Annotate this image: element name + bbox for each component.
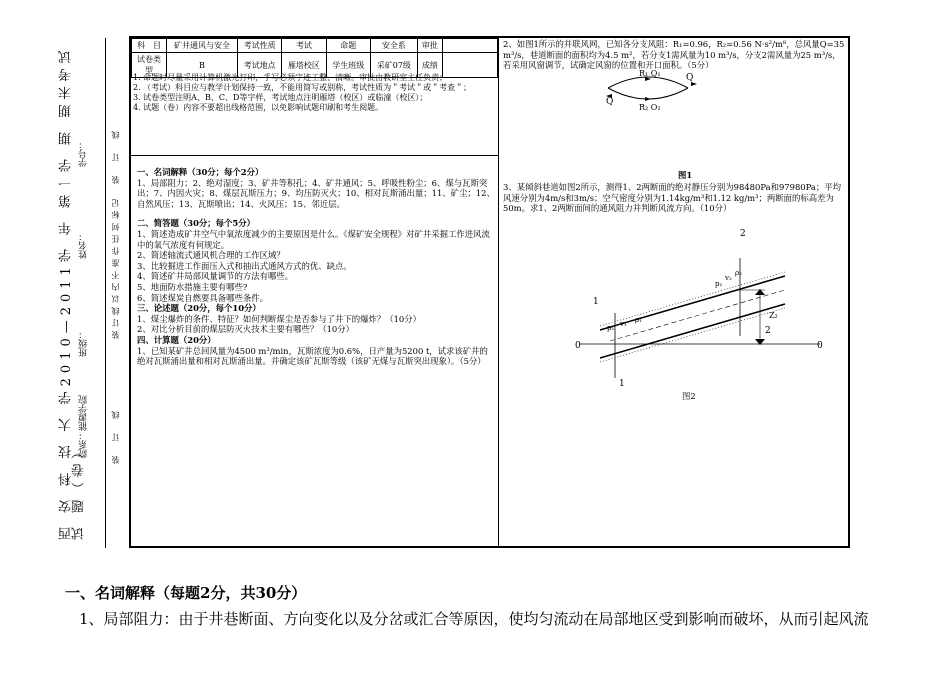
answer-section-title: 一、名词解释（每题2分，共30分） [65,584,307,602]
section2-title: 二、简答题（30分；每个5分） [137,218,255,229]
section2-item: 2、简述轴流式通风机合理的工作区域？ [137,250,285,261]
fig2-rho1: ρ₁ [635,316,642,324]
note-item: 1. 命题时尽量采用计算机激光打印，手写必须字迹工整、清晰。审批由教研室主任负责； [133,73,448,82]
hdr-score-label: 成绩 [417,53,442,78]
answer-section [65,580,945,632]
header-table [131,38,498,78]
hdr-location-label: 考试地点 [238,53,282,78]
fig2-section2-top: 2 [740,229,746,239]
question-2: 2、如图1所示的并联风网，已知各分支风阻：R₁=0.96，R₂=0.56 N·s²/m⁸，总风量Q=35 m³/s，巷道断面的面积均为4.5 m²，若分支1需风量为10 m³/s，分支2需风量为25 m³/s，若采用风窗调节，试确定风窗的位置和开口面积。（5分） [503,39,845,71]
answer-text: 1、局部阻力：由于井巷断面、方向变化以及分岔或汇合等原因，使均匀流动在局部地区受到影响而破坏，从而引起风流 [79,610,869,628]
section3-title: 三、论述题（20分，每个10分） [137,303,261,314]
note-item: 4. 试题（卷）内容不要超出线格范围，以免影响试题印刷和考生阅题。 [133,103,384,112]
fig2-section1-bottom: 1 [619,379,625,389]
section2-item: 4、简述矿井局部风量调节的方法有哪些。 [137,271,294,282]
binding-line-1 [105,38,106,548]
fig2-rho2: ρ₂ [735,269,742,277]
hdr-author: 安全系 [370,39,417,53]
binding-text-3: 装 订 线 [111,405,120,465]
hdr-location: 雁塔校区 [282,53,326,78]
note-item: 3. 试卷类型注明A、B、C、D等字样，考试地点注明雁塔（校区）或临潼（校区）； [133,93,428,102]
section2-item: 5、地面防水措施主要有哪些? [137,281,248,292]
class-field: 班级： [79,330,89,357]
student-id-field: 学号： [79,140,89,167]
section4-text: 1、已知某矿井总回风量为4500 m³/min，瓦斯浓度为0.6%，日产量为5200 t，试求该矿井的绝对瓦斯涌出量和相对瓦斯涌出量。并确定该矿瓦斯等级（该矿无煤与瓦斯突出现象）。（5分） [137,345,488,367]
question-3: 3、某倾斜巷道如图2所示，测得1、2两断面的绝对静压分别为98480Pa和97980Pa；平均风速分别为4m/s和3m/s；空气密度分别为1.14kg/m³和1.12 kg/m³；两断面的标高差为50m。求1、2两断面间的通风阻力并判断风流方向。（10分） [503,182,841,214]
left-questions [137,167,495,367]
hdr-type-label: 试卷类型 [132,53,167,78]
section2-item: 1、简述造成矿井空气中氧浓度减少的主要原因是什么。《煤矿安全规程》对矿井采掘工作进风流中的氧气浓度有何规定。 [137,228,490,250]
hdr-nature: 考试 [282,39,326,53]
name-field: 姓名： [79,232,89,259]
figure-1-caption: 图1 [678,170,693,180]
fig2-v2: v₂ [725,274,732,282]
fig2-elevation-z2: Z₂ [769,311,778,320]
fig2-p1: p₁ [607,324,615,332]
hdr-nature-label: 考试性质 [238,39,282,53]
section4-title: 四、计算题（20分） [137,334,216,345]
fig1-label-lower: R₂ Q₂ [639,103,661,110]
hdr-subject-label: 科 目 [132,39,167,53]
hdr-class-label: 学生班级 [326,53,370,78]
section2-item: 6、简述煤炭自燃要具备哪些条件。 [137,292,268,303]
section1-title: 一、名词解释（30分；每个2分） [137,167,264,177]
school-field: 院系：能源学院 [79,395,89,458]
fig2-datum-right: 0 [817,341,823,351]
figure-1-parallel-network [598,68,698,110]
figure-2-inclined-roadway [575,218,825,390]
binding-text-2: 装订线以内不准作任何标记 [111,195,120,339]
hdr-author-label: 命题 [326,39,370,53]
section3-item: 1、煤尘爆炸的条件、特征？如何判断煤尘是否参与了井下的爆炸？（10分） [137,313,421,324]
hdr-type: B [167,53,238,78]
exam-title-vertical: 西 安 科 技 大 学2010—2011学 年 第一学 期 期末考试 试 题（卷） [59,45,87,540]
fig2-section2-bottom: 2 [765,326,771,336]
fig2-p2: p₂ [715,280,723,288]
note-item: 2. （考试）科目应与教学计划保持一致，不能用简写或别称，考试性质为＂考试＂或＂考查＂； [133,83,472,92]
section1-text: 1、局部阻力；2、绝对湿度；3、矿井等积孔；4、矿井通风；5、呼吸性粉尘；6、煤与瓦斯突出；7、内因火灾；8、煤层瓦斯压力；9、均压防灭火；10、相对瓦斯涌出量；11、矿尘；12、自然风压；13、瓦斯喷出；14、火风压；15、邻近层。 [137,177,495,209]
fig1-label-upper: R₁ Q₁ [639,69,661,78]
section2-item: 3、比较掘进工作面压入式和抽出式通风方式的优、缺点。 [137,260,352,271]
figure-2-caption: 图2 [682,391,696,401]
column-divider [498,36,499,548]
fig2-datum-left: 0 [575,341,581,351]
fig2-section1-top: 1 [593,297,599,307]
binding-text-1: 装 订 线 [111,125,120,185]
fig1-label-inflow: Q [606,97,614,107]
fig1-label-outflow: Q [686,73,694,83]
exam-notes [133,73,495,113]
section3-item: 2、对比分析目前的煤层防灭火技术主要有哪些？（10分） [137,324,354,335]
hdr-approve-label: 审批 [417,39,442,53]
hdr-approve [443,39,498,53]
hdr-subject: 矿井通风与安全 [167,39,238,53]
hdr-class: 采矿07级 [370,53,417,78]
fig2-v1: v₁ [620,320,627,328]
notes-separator [129,155,499,156]
